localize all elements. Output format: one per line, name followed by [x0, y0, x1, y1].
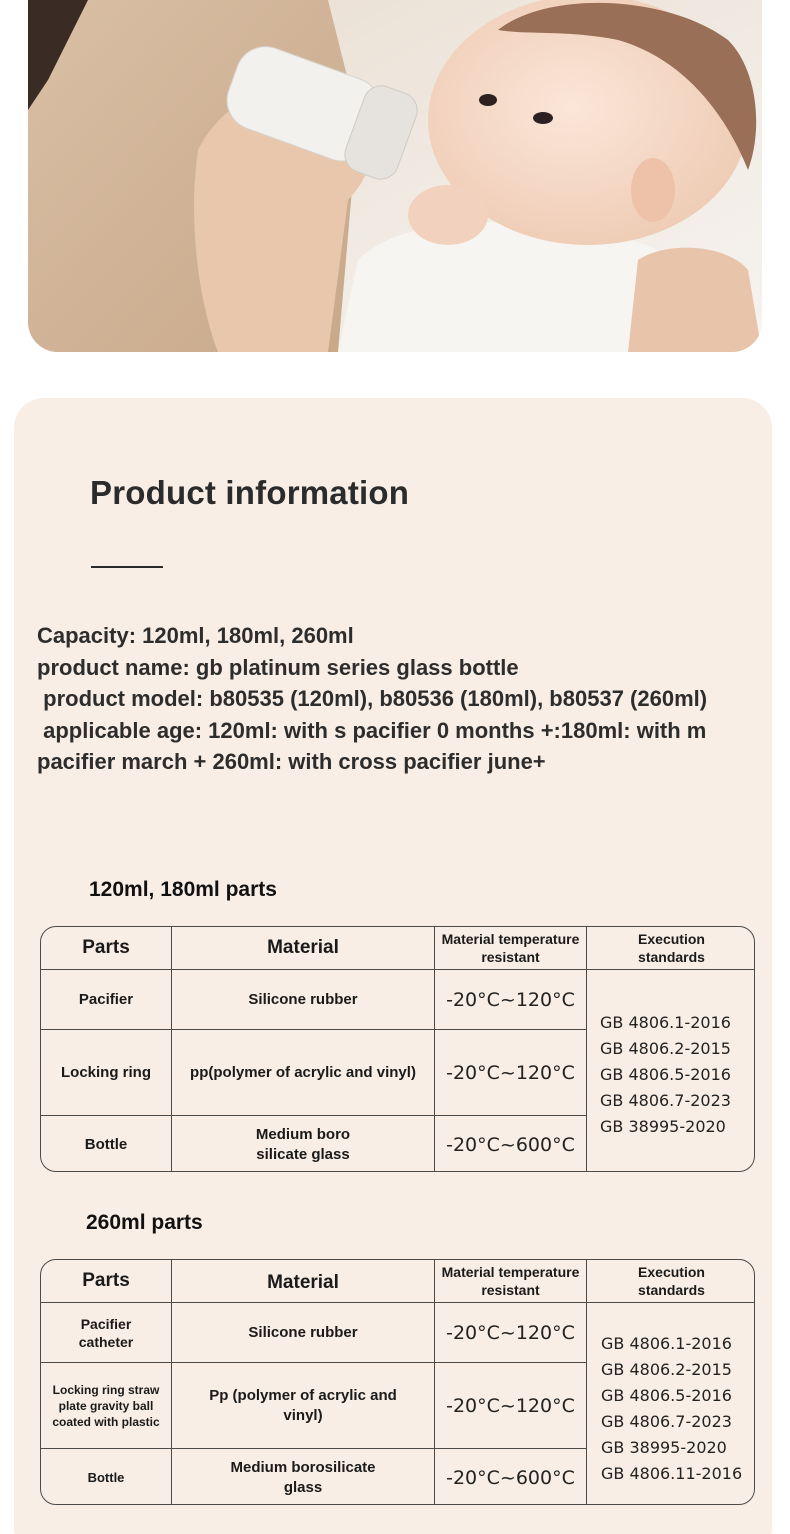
row1-temp: -20°C~120°C: [446, 1321, 575, 1344]
row3-part: Bottle: [87, 1469, 125, 1485]
row3-temp: -20°C~600°C: [446, 1466, 575, 1489]
grid-line: [586, 1260, 587, 1505]
row2-material: Pp (polymer of acrylic and vinyl): [209, 1386, 397, 1424]
grid-line: [41, 1302, 755, 1303]
row3-material: Medium borosilicate glass: [230, 1458, 376, 1496]
row2-part: Locking ring straw plate gravity ball coated with plastic: [52, 1382, 160, 1429]
grid-line: [434, 1260, 435, 1505]
standard-item: GB 4806.2-2015: [601, 1359, 732, 1379]
grid-line: [41, 1115, 586, 1116]
row1-material: Silicone rubber: [248, 990, 358, 1008]
standard-item: GB 4806.5-2016: [600, 1064, 731, 1084]
spec-list: [37, 620, 767, 778]
header-parts: Parts: [82, 937, 130, 958]
row1-temp: -20°C~120°C: [446, 988, 575, 1011]
row3-material: Medium boro silicate glass: [255, 1125, 351, 1163]
table1-standards-list: [600, 999, 731, 1149]
spec-product-model: product model: b80535 (120ml), b80536 (180ml), b80537 (260ml): [37, 686, 708, 711]
baby-feeding-illustration: [28, 0, 762, 352]
standard-item: GB 4806.11-2016: [601, 1463, 743, 1483]
standard-item: GB 4806.2-2015: [600, 1038, 731, 1058]
standard-item: GB 38995-2020: [601, 1437, 727, 1457]
standard-item: GB 4806.1-2016: [600, 1012, 731, 1032]
parts-table-260: [40, 1259, 755, 1505]
spec-applicable-age: applicable age: 120ml: with s pacifier 0 months +:180ml: with m pacifier march + 260ml: with cross pacifier june+: [37, 717, 713, 774]
grid-line: [171, 927, 172, 1172]
grid-line: [41, 1362, 586, 1363]
standard-item: GB 4806.5-2016: [601, 1385, 732, 1405]
row2-material: pp(polymer of acrylic and vinyl): [190, 1063, 416, 1081]
header-temperature: Material temperature resistant: [441, 931, 580, 965]
parts-table-120-180: [40, 926, 755, 1172]
header-standards: Execution standards: [638, 931, 705, 965]
row3-temp: -20°C~600°C: [446, 1133, 575, 1156]
row2-temp: -20°C~120°C: [446, 1061, 575, 1084]
spec-product-name: product name: gb platinum series glass bottle: [37, 654, 519, 680]
table1-heading: 120ml, 180ml parts: [89, 878, 277, 901]
page-title: Product information: [90, 474, 410, 511]
title-underline: [91, 566, 163, 568]
grid-line: [171, 1260, 172, 1505]
grid-line: [41, 969, 755, 970]
standard-item: GB 4806.7-2023: [600, 1090, 731, 1110]
row2-temp: -20°C~120°C: [446, 1394, 575, 1417]
row1-part: Pacifier catheter: [78, 1315, 134, 1350]
standard-item: GB 4806.7-2023: [601, 1411, 732, 1431]
standard-item: GB 4806.1-2016: [601, 1333, 732, 1353]
standard-item: GB 38995-2020: [600, 1116, 726, 1136]
header-standards: Execution standards: [638, 1264, 705, 1298]
hero-photo: [28, 0, 762, 352]
table2-heading: 260ml parts: [86, 1211, 203, 1234]
grid-line: [434, 927, 435, 1172]
grid-line: [41, 1448, 586, 1449]
header-parts: Parts: [82, 1270, 130, 1291]
header-temperature: Material temperature resistant: [441, 1264, 580, 1298]
row3-part: Bottle: [84, 1136, 128, 1153]
row1-part: Pacifier: [78, 991, 134, 1008]
header-material: Material: [267, 937, 339, 958]
table2-standards-list: [601, 1320, 742, 1496]
row1-material: Silicone rubber: [248, 1323, 358, 1341]
spec-capacity: Capacity: 120ml, 180ml, 260ml: [37, 623, 354, 648]
row2-part: Locking ring: [61, 1064, 151, 1081]
header-material: Material: [267, 1272, 339, 1293]
grid-line: [41, 1029, 586, 1030]
grid-line: [586, 927, 587, 1172]
